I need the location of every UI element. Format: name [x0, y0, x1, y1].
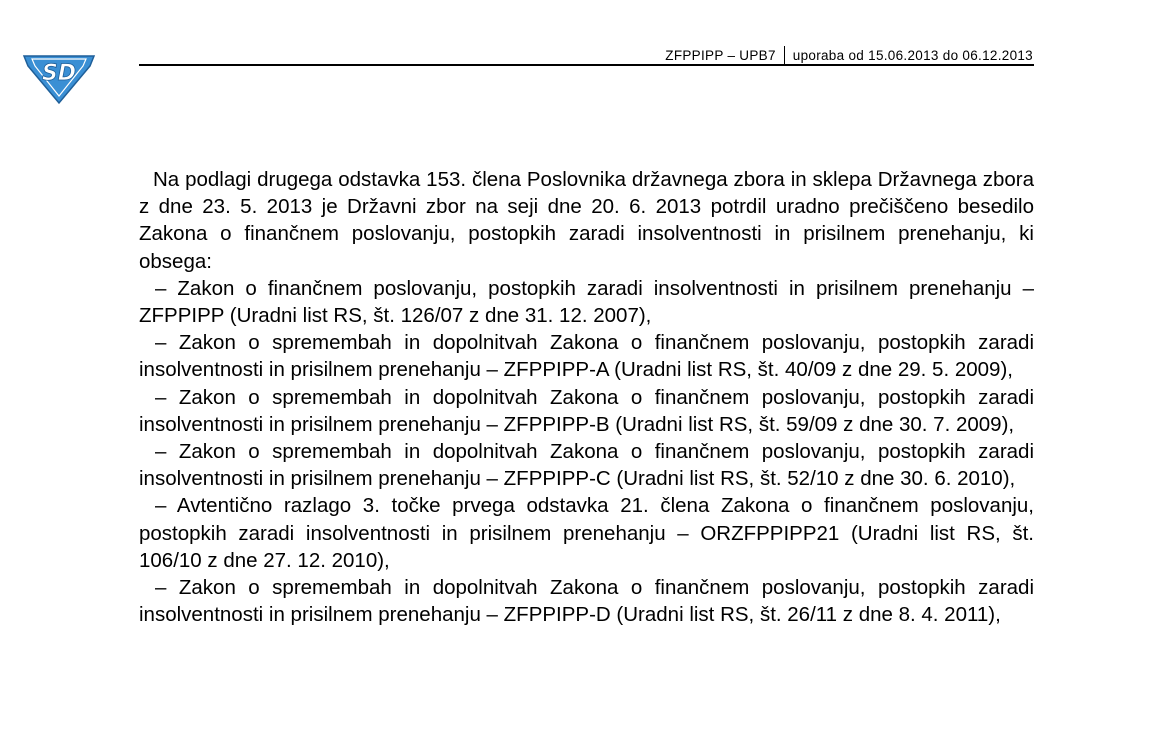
header-rule: [139, 64, 1034, 66]
header-separator: [784, 46, 785, 64]
list-item: – Zakon o spremembah in dopolnitvah Zakona o finančnem poslovanju, postopkih zaradi insolventnosti in prisilnem prenehanju – ZFPPIPP-C (Uradni list RS, št. 52/10 z dne 30. 6. 2010),: [139, 440, 1034, 491]
svg-text:SD: SD: [41, 61, 77, 86]
list-item: – Zakon o spremembah in dopolnitvah Zakona o finančnem poslovanju, postopkih zaradi insolventnosti in prisilnem prenehanju – ZFPPIPP-B (Uradni list RS, št. 59/09 z dne 30. 7. 2009),: [139, 385, 1034, 436]
list-item: – Zakon o spremembah in dopolnitvah Zakona o finančnem poslovanju, postopkih zaradi insolventnosti in prisilnem prenehanju – ZFPPIPP-D (Uradni list RS, št. 26/11 z dne 8. 4. 2011),: [139, 576, 1034, 627]
document-body: [139, 166, 1034, 628]
law-code: ZFPPIPP – UPB7: [665, 48, 776, 63]
sd-shield-logo: [22, 50, 96, 105]
list-item: – Avtentično razlago 3. točke prvega odstavka 21. člena Zakona o finančnem poslovanju, postopkih zaradi insolventnosti in prisilnem prenehanju – ORZFPPIPP21 (Uradni list RS, št. 106/10 z dne 27. 12. 2010),: [139, 494, 1034, 572]
list-item: – Zakon o spremembah in dopolnitvah Zakona o finančnem poslovanju, postopkih zaradi insolventnosti in prisilnem prenehanju – ZFPPIPP-A (Uradni list RS, št. 40/09 z dne 29. 5. 2009),: [139, 331, 1034, 382]
validity-period: uporaba od 15.06.2013 do 06.12.2013: [792, 48, 1033, 63]
page-header: [665, 46, 1033, 64]
list-item: – Zakon o finančnem poslovanju, postopkih zaradi insolventnosti in prisilnem prenehanju – ZFPPIPP (Uradni list RS, št. 126/07 z dne 31. 12. 2007),: [139, 276, 1034, 328]
intro-paragraph: Na podlagi drugega odstavka 153. člena Poslovnika državnega zbora in sklepa Državnega zbora z dne 23. 5. 2013 je Državni zbor na seji dne 20. 6. 2013 potrdil uradno prečiščeno besedilo Zakona o finančnem poslovanju, postopkih zaradi insolventnosti in prisilnem prenehanju, ki obsega:: [139, 168, 1034, 273]
